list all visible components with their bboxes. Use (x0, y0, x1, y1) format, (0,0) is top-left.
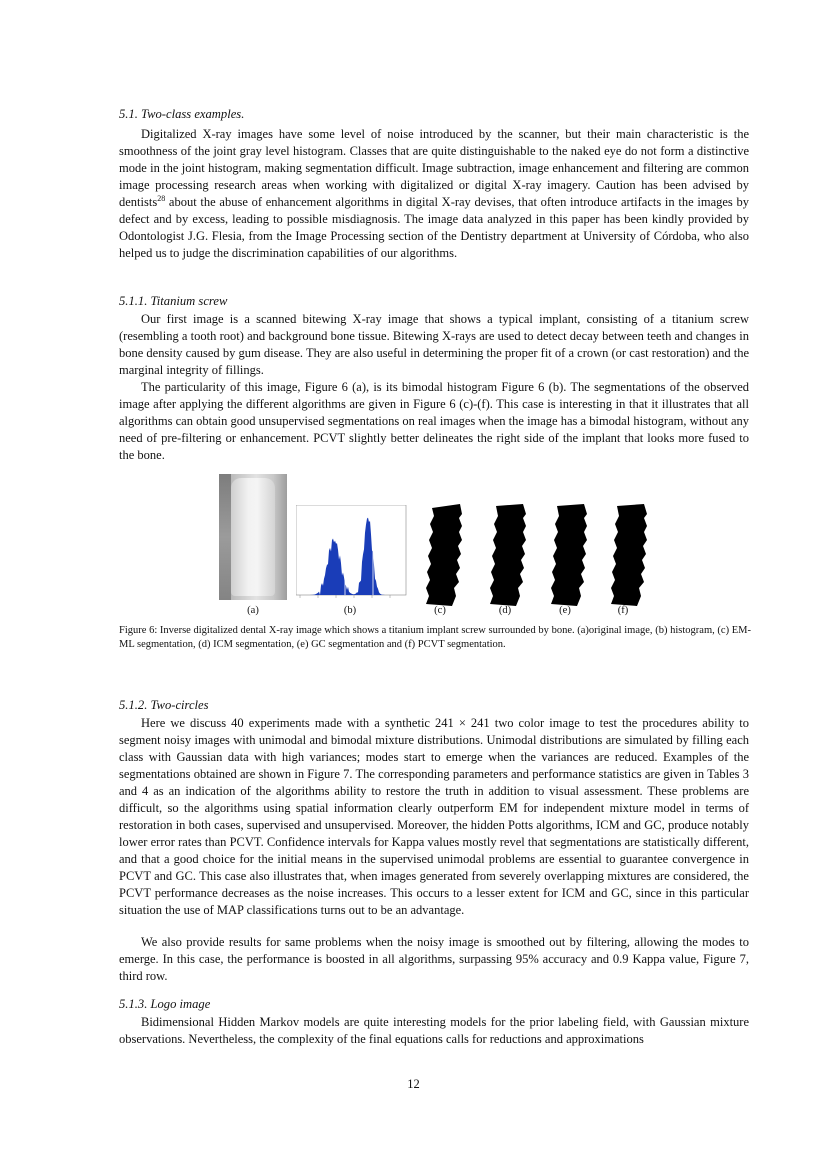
figure-label-a: (a) (247, 605, 259, 616)
figure-label-c: (c) (434, 605, 446, 616)
subsection-heading-titanium: 5.1.1. Titanium screw (119, 294, 228, 308)
xray-image-panel (219, 474, 287, 600)
paragraph-two-circles-1: Here we discuss 40 experiments made with a synthetic 241 × 241 two color image to test the procedures ability to segment noisy images with unimodal and bimodal mixture distributions. Unimodal distributions are simulated by filling each class with Gaussian data with high variances; modes start to emerge when the variances are reduced. Examples of the segmentations obtained are shown in Figure 7. The corresponding parameters and performance statistics are given in Tables 3 and 4 as an indication of the algorithms ability to restore the truth in addition to visual assessment. These problems are difficult, so the algorithms using spatial information clearly outperform EM for independent mixture model in terms of restoration in both cases, supervised and unsupervised. Moreover, the hidden Potts algorithms, ICM and GC, produce notably lower error rates than PCVT. Confidence intervals for Kappa values mostly revel that segmentations are statistically different, and that a good choice for the initial means in the supervised unimodal problems are essential to guarantee convergence in PCVT and GC. This case also illustrates that, when images generated from severely overlapping mixtures are considered, the PCVT performance decreases as the noise increases. This occurs to a lesser extent for ICM and GC, since in this particular situation the use of MAP classifications turns out to be an advantage. (119, 716, 749, 917)
histogram-ticks (300, 595, 390, 598)
paragraph-intro-tail: about the abuse of enhancement algorithms in digital X-ray devises, that often introduce artifacts in the images by defect and by excess, leading to possible misdiagnosis. The image data analyzed in this paper has been kindly provided by Odontologist J.G. Flesia, from the Image Processing section of the Dentistry department at University of Córdoba, who also helped us to judge the discrimination capabilities of our algorithms. (119, 195, 749, 260)
paragraph-two-circles-2: We also provide results for same problems when the noisy image is smoothed out by filtering, allowing the modes to emerge. In this case, the performance is boosted in all algorithms, surpassing 95% accuracy and 0.9 Kappa value, Figure 7, third row. (119, 935, 749, 983)
segmentation-gc-panel (546, 500, 596, 608)
page-number: 12 (407, 1077, 420, 1091)
citation-28: 28 (157, 193, 166, 203)
figure-label-e: (e) (559, 605, 571, 616)
paragraph-intro (119, 126, 749, 262)
figure-caption: Figure 6: Inverse digitalized dental X-ray image which shows a titanium implant screw surrounded by bone. (a)original image, (b) histogram, (c) EM-ML segmentation, (d) ICM segmentation, (e) GC segmentation and (f) PCVT segmentation. (119, 625, 751, 650)
histogram-panel (296, 505, 408, 605)
subsection-heading-logo: 5.1.3. Logo image (119, 997, 211, 1011)
segmentation-icm-panel (485, 500, 535, 608)
subsection-heading-two-circles: 5.1.2. Two-circles (119, 698, 209, 712)
figure-label-b: (b) (343, 605, 357, 616)
figure-label-f: (f) (617, 605, 629, 616)
figure-label-d: (d) (498, 605, 512, 616)
paragraph-titanium-2: The particularity of this image, Figure 6 (a), is its bimodal histogram Figure 6 (b). The segmentations of the observed image after applying the different algorithms are given in Figure 6 (c)-(f). This case is interesting in that it illustrates that all algorithms can obtain good unsupervised segmentations on real images when the image has a bimodal histogram, without any need of pre-filtering or enhancement. PCVT slightly better delineates the right side of the implant that looks more fused to the bone. (119, 380, 749, 462)
segmentation-pcvt-panel (605, 500, 655, 608)
paragraph-titanium-1: Our first image is a scanned bitewing X-ray image that shows a typical implant, consisting of a titanium screw (resembling a tooth root) and background bone tissue. Bitewing X-rays are used to detect decay between teeth and changes in bone density caused by gum disease. They are also useful in determining the proper fit of a crown (or cast restoration) and the marginal integrity of fillings. (119, 312, 749, 377)
segmentation-em-ml-panel (422, 500, 472, 608)
paragraph-logo-1: Bidimensional Hidden Markov models are quite interesting models for the prior labeling field, with Gaussian mixture observations. Nevertheless, the complexity of the final equations calls for reductions and approximations (119, 1015, 749, 1046)
paragraph-intro-text: Digitalized X-ray images have some level of noise introduced by the scanner, but their main characteristic is the smoothness of the joint gray level histogram. Classes that are quite distinguishable to the naked eye do not form a distinctive mode in the joint histogram, making segmentation difficult. Image subtraction, image enhancement and filtering are common image processing research areas when working with digitalized or digital X-ray imagery. Caution has been advised by dentists (119, 127, 749, 209)
section-heading: 5.1. Two-class examples. (119, 107, 245, 121)
